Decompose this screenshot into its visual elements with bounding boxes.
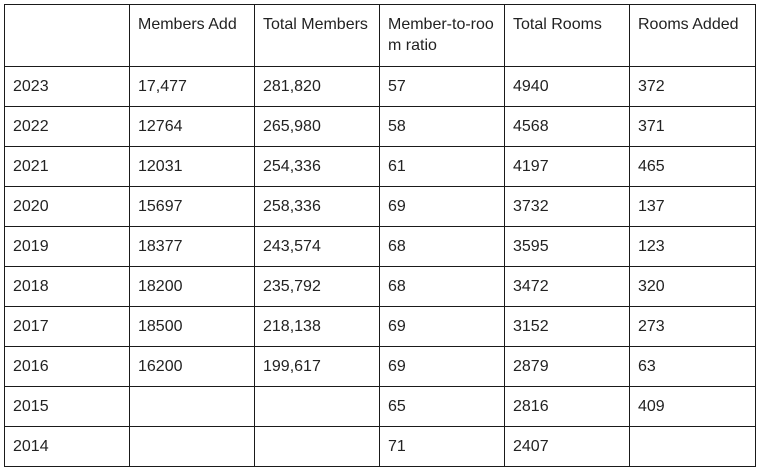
cell-total-rooms: 3152	[505, 307, 630, 347]
header-cell-total-members: Total Members	[255, 5, 380, 67]
cell-members-add: 17,477	[130, 67, 255, 107]
cell-total-members: 265,980	[255, 107, 380, 147]
table-row	[5, 387, 756, 427]
cell-total-rooms: 4197	[505, 147, 630, 187]
header-cell-total-rooms: Total Rooms	[505, 5, 630, 67]
cell-total-rooms: 3595	[505, 227, 630, 267]
cell-rooms-added: 123	[630, 227, 756, 267]
table-header	[5, 5, 756, 67]
cell-member-to-room-ratio: 58	[380, 107, 505, 147]
cell-member-to-room-ratio: 69	[380, 187, 505, 227]
table-row	[5, 427, 756, 467]
cell-total-rooms: 4940	[505, 67, 630, 107]
cell-member-to-room-ratio: 68	[380, 227, 505, 267]
cell-members-add: 15697	[130, 187, 255, 227]
cell-total-members	[255, 387, 380, 427]
table-row	[5, 347, 756, 387]
cell-rooms-added: 465	[630, 147, 756, 187]
cell-rooms-added: 273	[630, 307, 756, 347]
cell-year: 2018	[5, 267, 130, 307]
cell-year: 2022	[5, 107, 130, 147]
cell-total-rooms: 3732	[505, 187, 630, 227]
cell-member-to-room-ratio: 71	[380, 427, 505, 467]
cell-members-add: 18200	[130, 267, 255, 307]
cell-year: 2020	[5, 187, 130, 227]
cell-rooms-added: 137	[630, 187, 756, 227]
cell-total-members: 281,820	[255, 67, 380, 107]
cell-member-to-room-ratio: 69	[380, 307, 505, 347]
cell-rooms-added: 372	[630, 67, 756, 107]
table-row	[5, 107, 756, 147]
table-body	[5, 67, 756, 467]
cell-year: 2016	[5, 347, 130, 387]
cell-total-rooms: 2879	[505, 347, 630, 387]
data-table-container	[4, 4, 756, 467]
cell-member-to-room-ratio: 57	[380, 67, 505, 107]
cell-members-add: 18500	[130, 307, 255, 347]
cell-year: 2015	[5, 387, 130, 427]
cell-total-members: 218,138	[255, 307, 380, 347]
cell-total-rooms: 2407	[505, 427, 630, 467]
cell-year: 2021	[5, 147, 130, 187]
cell-year: 2019	[5, 227, 130, 267]
header-cell-rooms-added: Rooms Added	[630, 5, 756, 67]
cell-total-members: 254,336	[255, 147, 380, 187]
header-cell-member-to-room-ratio: Member-to-room ratio	[380, 5, 505, 67]
cell-year: 2023	[5, 67, 130, 107]
cell-member-to-room-ratio: 65	[380, 387, 505, 427]
cell-total-rooms: 4568	[505, 107, 630, 147]
cell-members-add	[130, 387, 255, 427]
cell-year: 2014	[5, 427, 130, 467]
cell-total-members: 199,617	[255, 347, 380, 387]
table-row	[5, 227, 756, 267]
cell-total-rooms: 2816	[505, 387, 630, 427]
table-row	[5, 67, 756, 107]
header-cell-members-add: Members Add	[130, 5, 255, 67]
cell-total-members	[255, 427, 380, 467]
cell-rooms-added: 63	[630, 347, 756, 387]
cell-total-members: 258,336	[255, 187, 380, 227]
cell-rooms-added	[630, 427, 756, 467]
cell-members-add: 16200	[130, 347, 255, 387]
cell-members-add: 12764	[130, 107, 255, 147]
cell-rooms-added: 409	[630, 387, 756, 427]
cell-members-add: 12031	[130, 147, 255, 187]
table-row	[5, 187, 756, 227]
cell-members-add: 18377	[130, 227, 255, 267]
header-row	[5, 5, 756, 67]
header-cell-year	[5, 5, 130, 67]
cell-total-rooms: 3472	[505, 267, 630, 307]
cell-total-members: 235,792	[255, 267, 380, 307]
cell-rooms-added: 320	[630, 267, 756, 307]
table-row	[5, 307, 756, 347]
cell-rooms-added: 371	[630, 107, 756, 147]
cell-total-members: 243,574	[255, 227, 380, 267]
table-row	[5, 147, 756, 187]
cell-member-to-room-ratio: 68	[380, 267, 505, 307]
members-rooms-table	[4, 4, 756, 467]
cell-member-to-room-ratio: 69	[380, 347, 505, 387]
cell-members-add	[130, 427, 255, 467]
table-row	[5, 267, 756, 307]
cell-member-to-room-ratio: 61	[380, 147, 505, 187]
cell-year: 2017	[5, 307, 130, 347]
